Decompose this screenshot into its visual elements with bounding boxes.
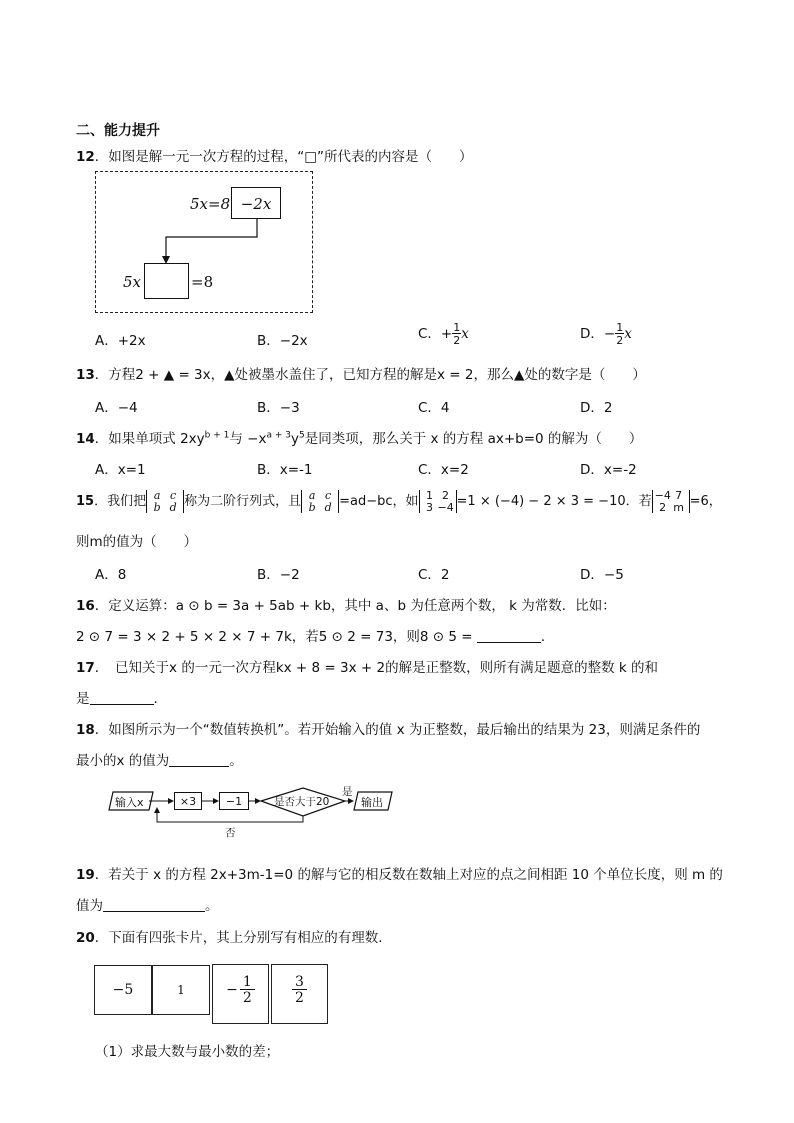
q13-text: ．方程2 + ▲ = 3x，▲处被墨水盖住了，已知方程的解是x = 2，那么▲处的数字是（ ） bbox=[94, 367, 646, 383]
q12-fig-arrow bbox=[96, 172, 314, 314]
question-14: 14．如果单项式 $2xy^{b + 1}$与 $-x^{a + 3}y^5$是同类项，那么关于 x 的方程 ax+b=0 的解为（ ） bbox=[76, 430, 643, 447]
fc-yes-label: 是 bbox=[342, 786, 353, 798]
question-12 bbox=[76, 145, 473, 165]
card-4: $\frac{3}{2}$ bbox=[271, 964, 328, 1024]
q15-determinant-abcd: a c b d bbox=[301, 490, 339, 513]
fc-output-label: 输出 bbox=[361, 796, 383, 809]
q12-option-b: B．−2x bbox=[257, 333, 308, 349]
q15-determinant-given: −4 7 2 m bbox=[652, 490, 690, 513]
q17-answer-blank[interactable] bbox=[90, 690, 154, 705]
q19-line2: 值为 。 bbox=[76, 898, 219, 914]
q13-option-d: D．2 bbox=[580, 400, 613, 416]
question-18: 18．如图所示为一个“数值转换机”。若开始输入的值 x 为正整数，最后输出的结果为 23，则满足条件的 bbox=[76, 722, 701, 738]
card-1: −5 bbox=[94, 965, 152, 1015]
q14-option-a: A．x=1 bbox=[95, 462, 146, 478]
card-2: 1 bbox=[152, 965, 210, 1015]
q17-line2: 是 ． bbox=[76, 691, 167, 707]
question-13: 13．方程2 + ▲ = 3x，▲处被墨水盖住了，已知方程的解是x = 2，那么▲处的数字是（ ） bbox=[76, 367, 646, 383]
q12-fig-top-eq: 5x=8 bbox=[190, 195, 231, 213]
fc-no-label: 否 bbox=[225, 827, 236, 839]
card-3: − $\frac{1}{2}$ bbox=[212, 964, 269, 1024]
q18-line2: 最小的x 的值为 。 bbox=[76, 753, 243, 769]
q14-option-d: D．x=-2 bbox=[580, 462, 637, 478]
q19-answer-blank[interactable] bbox=[103, 897, 205, 912]
q12-figure bbox=[95, 171, 313, 313]
q12-option-a: A．+2x bbox=[95, 333, 146, 349]
q18-flowchart bbox=[105, 784, 405, 840]
fc-times-box: ×3 bbox=[174, 792, 202, 810]
q15-determinant-example: 1 2 3 −4 bbox=[419, 490, 457, 513]
q13-option-a: A．−4 bbox=[95, 400, 138, 416]
q15-option-a: A．8 bbox=[95, 567, 127, 583]
q12-text: ．如图是解一元一次方程的过程，“□”所代表的内容是（ ） bbox=[94, 149, 473, 165]
fc-input-label: 输入x bbox=[115, 796, 144, 809]
q12-fig-blank-box bbox=[144, 263, 189, 299]
section-title: 二、能力提升 bbox=[76, 123, 160, 139]
fc-decision-label: 是否大于20 bbox=[274, 796, 330, 808]
q14-option-b: B．x=-1 bbox=[257, 462, 313, 478]
fc-minus-box: −1 bbox=[219, 792, 249, 810]
question-20: 20．下面有四张卡片，其上分别写有相应的有理数． bbox=[76, 930, 392, 946]
question-16: 16．定义运算：a ⊙ b = 3a + 5ab + kb，其中 a、b 为任意两个数， k 为常数．比如： bbox=[76, 598, 616, 614]
q16-answer-blank[interactable] bbox=[477, 628, 541, 643]
q15-line2: 则m的值为（ ） bbox=[76, 534, 198, 550]
q16-line2: 2 ⊙ 7 = 3 × 2 + 5 × 2 × 7 + 7k，若5 ⊙ 2 = 73，则8 ⊙ 5 = ． bbox=[76, 629, 555, 645]
q15-option-b: B．−2 bbox=[257, 567, 300, 583]
q12-number: 12 bbox=[76, 149, 95, 165]
q12-fig-box: −2x bbox=[231, 187, 281, 219]
q15-option-c: C．2 bbox=[418, 567, 450, 583]
q13-option-b: B．−3 bbox=[257, 400, 300, 416]
q12-fig-bottom-right: =8 bbox=[191, 273, 214, 291]
q12-option-d: D．− $\frac{1}{2}$ x bbox=[580, 321, 632, 347]
q15-determinant-def: a c b d bbox=[146, 490, 184, 513]
q12-option-c: C．+ $\frac{1}{2}$ x bbox=[418, 321, 469, 347]
q18-answer-blank[interactable] bbox=[169, 752, 229, 767]
q12-fig-bottom-left: 5x bbox=[123, 273, 142, 291]
q20-sub1: （1）求最大数与最小数的差； bbox=[95, 1044, 280, 1060]
question-19: 19．若关于 x 的方程 2x+3m-1=0 的解与它的相反数在数轴上对应的点之间相距 10 个单位长度，则 m 的 bbox=[76, 867, 723, 883]
q14-option-c: C．x=2 bbox=[418, 462, 469, 478]
question-17: 17． 已知关于x 的一元一次方程kx + 8 = 3x + 2的解是正整数，则所有满足题意的整数 k 的和 bbox=[76, 660, 658, 676]
question-15: 15．我们把 a c b d 称为二阶行列式，且 a c b d =ad−bc，如 1 2 3 −4 =1 × (−4) − 2 × 3 = −10．若 −4 7 2 m =6， bbox=[76, 489, 722, 514]
q15-option-d: D．−5 bbox=[580, 567, 624, 583]
q13-option-c: C．4 bbox=[418, 400, 450, 416]
